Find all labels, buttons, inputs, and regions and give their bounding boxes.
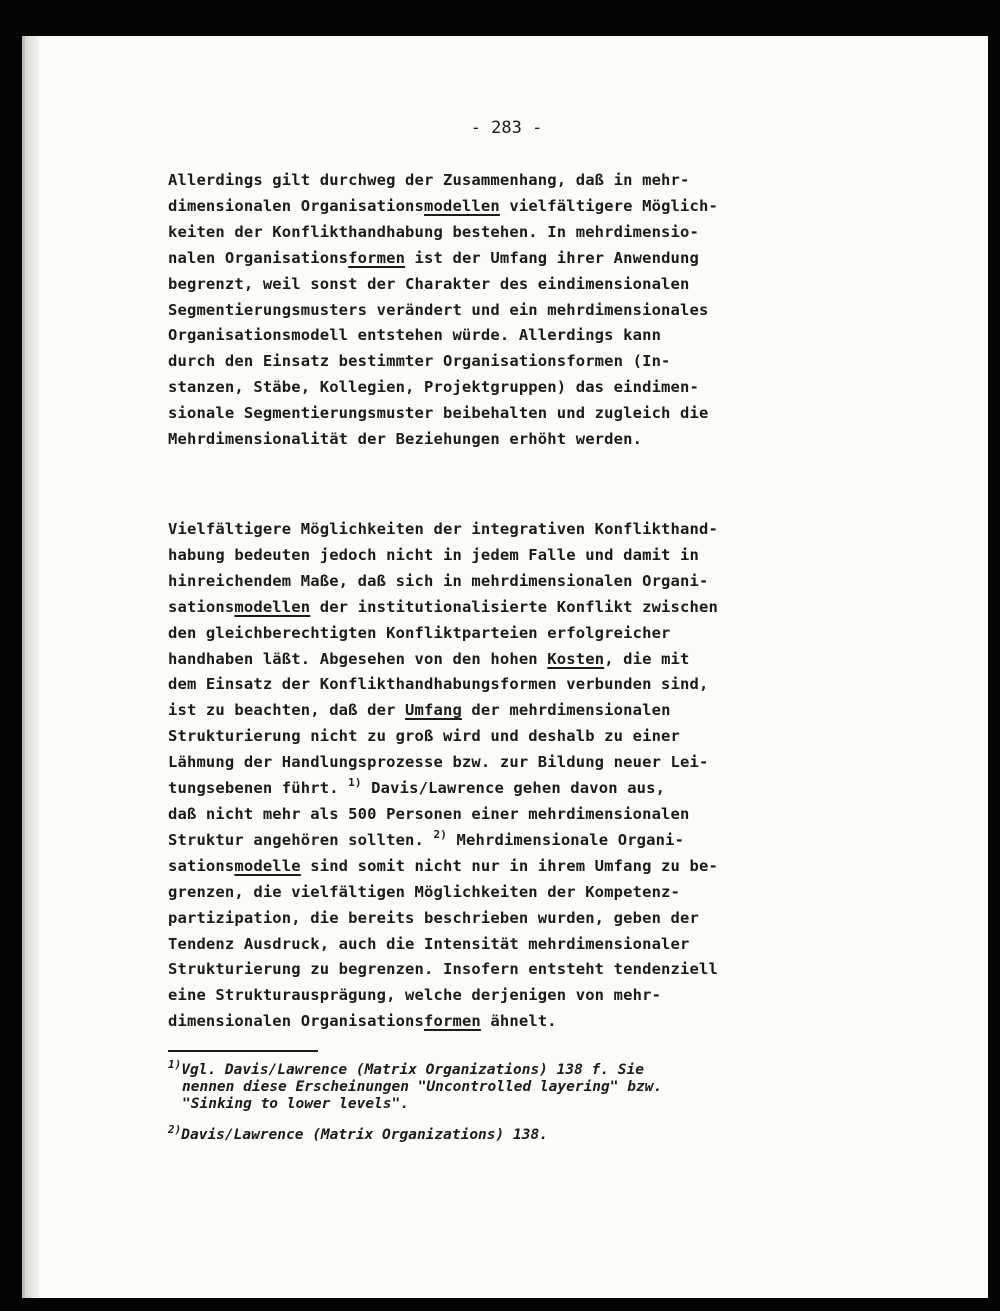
page-number: - 283 - [470,118,543,138]
text-line: habung bedeuten jedoch nicht in jedem Falle und damit in [168,545,699,564]
text-line: Mehrdimensionalität der Beziehungen erhöht werden. [168,430,643,449]
text-line: grenzen, die vielfältigen Möglichkeiten der Kompetenz- [168,882,681,901]
footnote-2 [168,1123,788,1144]
text-line: den gleichberechtigten Konfliktparteien erfolgreicher [168,623,671,642]
text-line: Vielfältigere Möglichkeiten der integrativen Konflikthand- [168,520,718,538]
footnote-marker: 2) [168,1123,182,1136]
text-line: stanzen, Stäbe, Kollegien, Projektgruppen) das eindimen- [168,378,699,397]
text-line: sationsmodelle sind somit nicht nur in ihrem Umfang zu be- [168,856,718,875]
underlined-term: modellen [234,597,311,616]
text-line: dimensionalen Organisationsmodellen vielfältigere Möglich- [168,196,718,215]
text-line: sationsmodellen der institutionalisierte Konflikt zwischen [168,597,718,616]
underlined-term: formen [348,248,406,267]
text-line: sionale Segmentierungsmuster beibehalten und zugleich die [168,404,709,423]
text-line: handhaben läßt. Abgesehen von den hohen Kosten, die mit [168,649,690,668]
text-line: Allerdings gilt durchweg der Zusammenhang, daß in mehr- [168,171,690,189]
text-line: $^{1)}$Vgl. Davis/Lawrence (Matrix Organizations) 138 f. Sie [168,1058,644,1078]
text-line: "Sinking to lower levels". [182,1096,409,1112]
text-line: Lähmung der Handlungsprozesse bzw. zur Bildung neuer Lei- [168,753,709,772]
text-line: Strukturierung zu begrenzen. Insofern entsteht tendenziell [168,960,718,979]
text-line: dimensionalen Organisationsformen ähnelt. [168,1012,557,1031]
text-line: daß nicht mehr als 500 Personen einer mehrdimensionalen [168,804,690,823]
text-line: hinreichendem Maße, daß sich in mehrdimensionalen Organi- [168,571,709,590]
book-page [22,36,988,1298]
footnote-marker: 1) [168,1058,182,1071]
text-line: ist zu beachten, daß der Umfang der mehrdimensionalen [168,701,671,720]
underlined-term: Umfang [405,701,462,720]
text-line: Tendenz Ausdruck, auch die Intensität mehrdimensionaler [168,934,690,953]
text-line: nennen diese Erscheinungen "Uncontrolled layering" bzw. [182,1079,663,1095]
paragraph-1 [168,168,788,453]
text-line: $^{2)}$Davis/Lawrence (Matrix Organizations) 138. [168,1123,548,1143]
text-line: eine Strukturausprägung, welche derjenigen von mehr- [168,986,662,1005]
text-line: Struktur angehören sollten. $^{2)}$ Mehrdimensionale Organi- [168,827,685,849]
text-line: begrenzt, weil sonst der Charakter des eindimensionalen [168,274,690,293]
text-line: dem Einsatz der Konflikthandhabungsformen verbunden sind, [168,675,709,694]
footnote-1 [168,1058,788,1113]
text-line: Organisationsmodell entstehen würde. Allerdings kann [168,326,662,345]
underlined-term: modellen [424,196,500,215]
text-line: tungsebenen führt. $^{1)}$ Davis/Lawrence gehen davon aus, [168,776,666,798]
underlined-term: Kosten [547,649,605,668]
paragraph-2 [168,517,788,1035]
text-line: partizipation, die bereits beschrieben wurden, geben der [168,908,699,927]
underlined-term: modelle [234,856,301,875]
text-line: keiten der Konflikthandhabung bestehen. In mehrdimensio- [168,222,699,241]
text-line: nalen Organisationsformen ist der Umfang ihrer Anwendung [168,248,699,267]
footnote-reference[interactable]: 1) [348,776,362,790]
text-line: Segmentierungsmusters verändert und ein mehrdimensionales [168,300,709,319]
footnotes [168,1058,788,1158]
footnote-reference[interactable]: 2) [433,827,448,841]
footnote-separator [168,1050,318,1052]
page-spine-shadow [25,36,39,1298]
text-line: durch den Einsatz bestimmter Organisationsformen (In- [168,352,671,371]
text-line: Strukturierung nicht zu groß wird und deshalb zu einer [168,727,681,746]
underlined-term: formen [424,1012,481,1031]
